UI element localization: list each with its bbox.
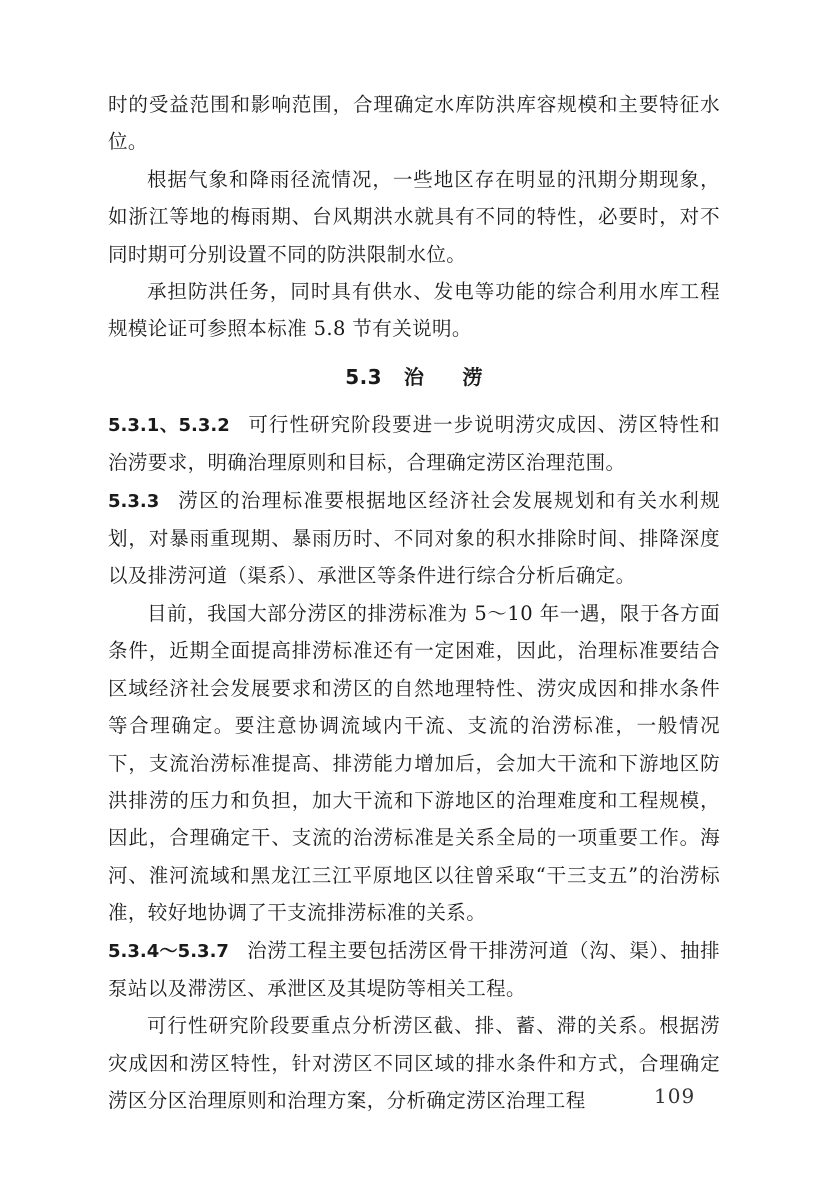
clause-text: 可行性研究阶段要进一步说明涝灾成因、涝区特性和治涝要求，明确治理原则和目标，合理确定涝区治理范围。	[108, 412, 720, 475]
clause-number: 5.3.1、5.3.2	[108, 414, 230, 436]
paragraph-feasibility-analysis: 可行性研究阶段要重点分析涝区截、排、蓄、滞的关系。根据涝灾成因和涝区特性，针对涝区不同区域的排水条件和方式，合理确定涝区分区治理原则和治理方案，分析确定涝区治理工程	[108, 1014, 720, 1113]
page-number: 109	[654, 1084, 696, 1108]
clause-text: 涝区的治理标准要根据地区经济社会发展规划和有关水利规划，对暴雨重现期、暴雨历时、不同对象的积水排除时间、排降深度以及排涝河道（渠系）、承泄区等条件进行综合分析后确定。	[108, 488, 720, 588]
clause-text: 治涝工程主要包括涝区骨干排涝河道（沟、渠）、抽排泵站以及滞涝区、承泄区及其堤防等相关工程。	[108, 938, 720, 1000]
section-heading	[108, 359, 720, 395]
section-number: 5.3	[345, 364, 382, 389]
paragraph-flood-season: 根据气象和降雨径流情况，一些地区存在明显的汛期分期现象，如浙江等地的梅雨期、台风期洪水就具有不同的特性，必要时，对不同时期可分别设置不同的防洪限制水位。	[108, 167, 720, 266]
clause-5-3-3	[108, 482, 720, 595]
section-title-char-1: 治	[403, 364, 425, 389]
section-title-char-2: 涝	[462, 364, 483, 389]
paragraph-drainage-standard: 目前，我国大部分涝区的排涝标准为 5～10 年一遇，限于各方面条件，近期全面提高排涝标准还有一定困难，因此，治理标准要结合区域经济社会发展要求和涝区的自然地理特性、涝灾成因和排水条件等合理确定。要注意协调流域内干流、支流的治涝标准，一般情况下，支流治涝标准提高、排涝能力增加后，会加大干流和下游地区防洪排涝的压力和负担，加大干流和下游地区的治理难度和工程规模，因此，合理确定干、支流的治涝标准是关系全局的一项重要工作。海河、淮河流域和黑龙江三江平原地区以往曾采取“干三支五”的治涝标准，较好地协调了干支流排涝标准的关系。	[108, 601, 720, 925]
page-body	[108, 86, 720, 1120]
clause-5-3-4	[108, 932, 720, 1008]
paragraph-multipurpose-reservoir: 承担防洪任务，同时具有供水、发电等功能的综合利用水库工程规模论证可参照本标准 5.8 节有关说明。	[108, 280, 720, 341]
clause-5-3-1	[108, 406, 720, 482]
clause-number: 5.3.3	[108, 490, 160, 512]
paragraph-continuation: 时的受益范围和影响范围，合理确定水库防洪库容规模和主要特征水位。	[108, 93, 720, 154]
clause-number: 5.3.4～5.3.7	[108, 940, 229, 962]
